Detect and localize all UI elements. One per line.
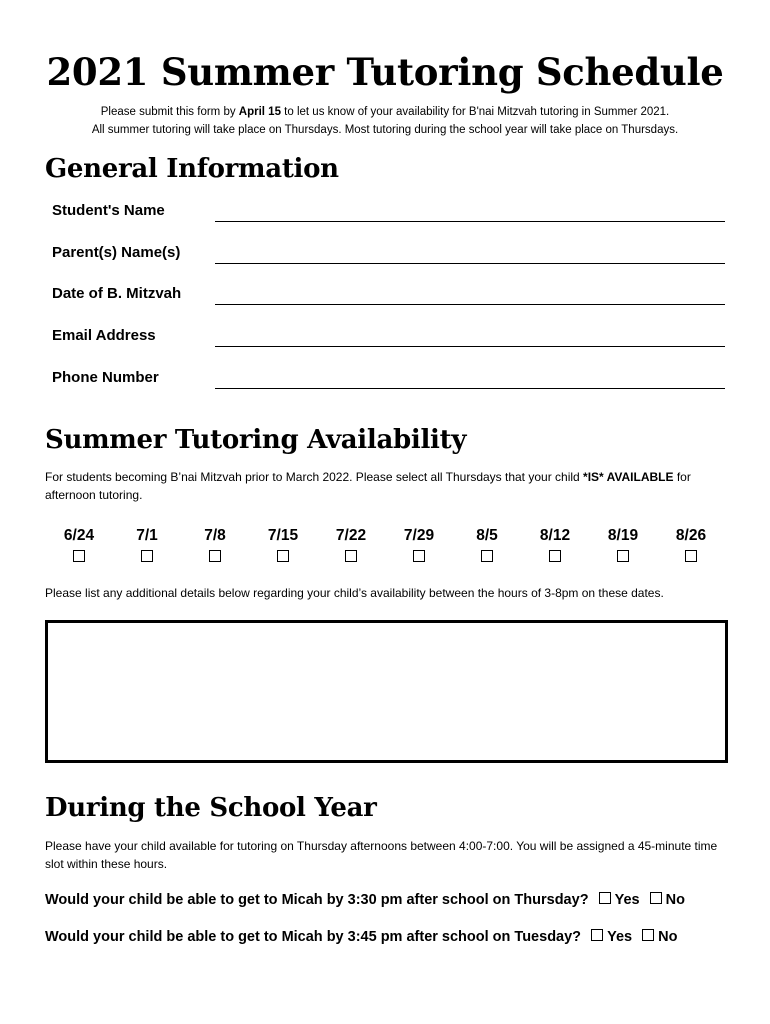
- details-prompt: Please list any additional details below regarding your child’s availability between the hours of 3-8pm on these dates.: [45, 586, 664, 600]
- summer-description: [45, 468, 735, 504]
- thursday-yes-option[interactable]: [599, 892, 640, 908]
- phone-number-label: Phone Number: [52, 369, 159, 386]
- date-checkbox[interactable]: [413, 550, 425, 562]
- date-option-8-5: [457, 527, 517, 565]
- no-label: No: [658, 929, 678, 945]
- student-name-label: Student's Name: [52, 202, 165, 219]
- date-checkbox[interactable]: [685, 550, 697, 562]
- tuesday-no-option[interactable]: [642, 929, 677, 945]
- tuesday-question-text: Would your child be able to get to Micah by 3:45 pm after school on Tuesday?: [45, 929, 582, 945]
- date-checkbox[interactable]: [73, 550, 85, 562]
- date-checkbox-row: [45, 527, 725, 567]
- intro-text-before: Please submit this form by: [100, 106, 239, 118]
- date-checkbox[interactable]: [481, 550, 493, 562]
- date-label: 6/24: [63, 527, 95, 544]
- date-checkbox[interactable]: [209, 550, 221, 562]
- date-label: 7/8: [204, 527, 226, 544]
- date-option-7-15: [253, 527, 313, 565]
- date-option-8-26: [661, 527, 721, 565]
- summer-availability-heading: Summer Tutoring Availability: [45, 425, 467, 455]
- date-label: 8/19: [607, 527, 639, 544]
- intro-text-after: to let us know of your availability for B'nai Mitzvah tutoring in Summer 2021.: [280, 106, 670, 118]
- date-checkbox[interactable]: [277, 550, 289, 562]
- date-checkbox[interactable]: [549, 550, 561, 562]
- date-label: 7/1: [136, 527, 158, 544]
- intro-deadline: April 15: [238, 106, 281, 118]
- intro-line-2: All summer tutoring will take place on Thursdays. Most tutoring during the school year will take place on Thursdays.: [91, 124, 679, 136]
- student-name-field[interactable]: [215, 221, 725, 222]
- parent-names-label: Parent(s) Name(s): [52, 244, 181, 261]
- date-option-7-29: [389, 527, 449, 565]
- school-year-heading: During the School Year: [45, 793, 377, 823]
- date-label: 7/22: [335, 527, 367, 544]
- summer-desc-text: For students becoming B’nai Mitzvah prior to March 2022. Please select all Thursdays that your child: [45, 470, 584, 484]
- date-checkbox[interactable]: [345, 550, 357, 562]
- thursday-question-text: Would your child be able to get to Micah by 3:30 pm after school on Thursday?: [45, 892, 589, 908]
- tuesday-yes-option[interactable]: [591, 929, 632, 945]
- availability-details-textarea[interactable]: [45, 620, 728, 763]
- email-address-field[interactable]: [215, 346, 725, 347]
- phone-number-field[interactable]: [215, 388, 725, 389]
- page-title: 2021 Summer Tutoring Schedule: [46, 50, 724, 94]
- date-label: 7/15: [267, 527, 299, 544]
- yes-label: Yes: [607, 929, 633, 945]
- date-label: 8/5: [476, 527, 498, 544]
- thursday-yes-checkbox[interactable]: [599, 892, 611, 904]
- yes-label: Yes: [614, 892, 640, 908]
- school-year-description: Please have your child available for tutoring on Thursday afternoons between 4:00-7:00. You will be assigned a 45-minute time slot within these hours.: [45, 839, 718, 871]
- email-address-label: Email Address: [52, 327, 156, 344]
- date-label: 8/26: [675, 527, 707, 544]
- mitzvah-date-field[interactable]: [215, 304, 725, 305]
- date-option-7-8: [185, 527, 245, 565]
- date-option-7-1: [117, 527, 177, 565]
- thursday-question: [45, 892, 745, 908]
- no-label: No: [665, 892, 685, 908]
- date-option-7-22: [321, 527, 381, 565]
- tuesday-yes-checkbox[interactable]: [591, 929, 603, 941]
- thursday-no-checkbox[interactable]: [650, 892, 662, 904]
- summer-desc-emphasis: *IS* AVAILABLE: [583, 470, 674, 484]
- tuesday-question: [45, 929, 745, 945]
- thursday-no-option[interactable]: [650, 892, 685, 908]
- parent-names-field[interactable]: [215, 263, 725, 264]
- summer-desc-text-end: for afternoon tutoring.: [45, 470, 691, 502]
- date-option-8-12: [525, 527, 585, 565]
- intro-line-1: [0, 106, 770, 118]
- date-option-6-24: [49, 527, 109, 565]
- mitzvah-date-label: Date of B. Mitzvah: [52, 285, 182, 302]
- date-checkbox[interactable]: [141, 550, 153, 562]
- date-checkbox[interactable]: [617, 550, 629, 562]
- date-label: 8/12: [539, 527, 571, 544]
- date-label: 7/29: [403, 527, 435, 544]
- tuesday-no-checkbox[interactable]: [642, 929, 654, 941]
- general-information-heading: General Information: [45, 154, 339, 184]
- date-option-8-19: [593, 527, 653, 565]
